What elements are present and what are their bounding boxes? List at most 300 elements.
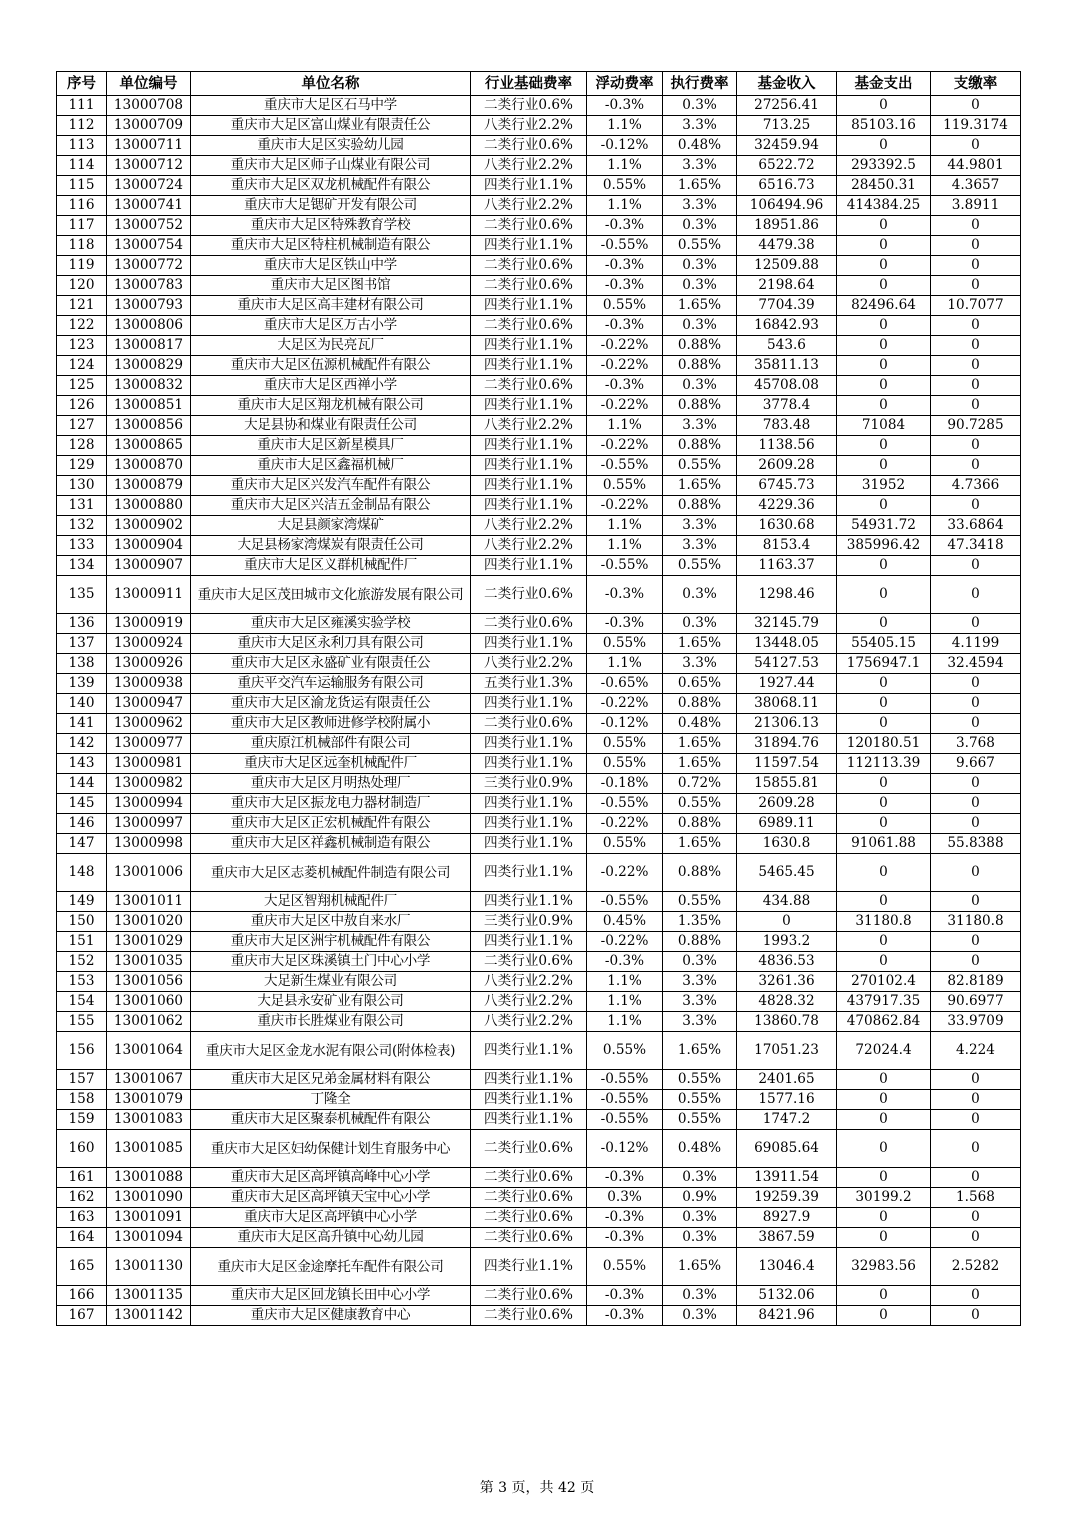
cell-base-rate: 八类行业2.2%	[471, 972, 587, 992]
cell-payout-ratio: 0	[931, 1090, 1021, 1110]
cell-payout-ratio: 4.224	[931, 1032, 1021, 1070]
cell-base-rate: 八类行业2.2%	[471, 654, 587, 674]
table-row	[57, 356, 1021, 376]
cell-index: 146	[57, 814, 107, 834]
cell-base-rate: 四类行业1.1%	[471, 456, 587, 476]
cell-exec-rate: 0.88%	[663, 396, 737, 416]
cell-fund-expense: 385996.42	[837, 536, 931, 556]
table-row	[57, 952, 1021, 972]
cell-fund-income: 2401.65	[737, 1070, 837, 1090]
cell-fund-income: 45708.08	[737, 376, 837, 396]
cell-exec-rate: 3.3%	[663, 992, 737, 1012]
cell-payout-ratio: 31180.8	[931, 912, 1021, 932]
cell-exec-rate: 0.3%	[663, 1306, 737, 1326]
cell-index: 115	[57, 176, 107, 196]
table-row	[57, 376, 1021, 396]
cell-exec-rate: 1.65%	[663, 634, 737, 654]
cell-float-rate: -0.55%	[587, 892, 663, 912]
cell-float-rate: 0.3%	[587, 1188, 663, 1208]
cell-float-rate: -0.55%	[587, 794, 663, 814]
cell-fund-expense: 112113.39	[837, 754, 931, 774]
cell-base-rate: 二类行业0.6%	[471, 1286, 587, 1306]
cell-unit-code: 13000829	[107, 356, 191, 376]
cell-unit-name: 重庆市大足区西禅小学	[191, 376, 471, 396]
cell-base-rate: 二类行业0.6%	[471, 1228, 587, 1248]
table-row	[57, 1208, 1021, 1228]
table-row	[57, 654, 1021, 674]
cell-fund-income: 13860.78	[737, 1012, 837, 1032]
cell-fund-expense: 470862.84	[837, 1012, 931, 1032]
table-row	[57, 256, 1021, 276]
cell-fund-expense: 120180.51	[837, 734, 931, 754]
cell-index: 116	[57, 196, 107, 216]
cell-index: 166	[57, 1286, 107, 1306]
cell-index: 167	[57, 1306, 107, 1326]
cell-unit-name: 重庆市大足区翔龙机械有限公司	[191, 396, 471, 416]
cell-unit-name: 重庆市大足区石马中学	[191, 96, 471, 116]
table-row	[57, 536, 1021, 556]
cell-fund-income: 434.88	[737, 892, 837, 912]
cell-exec-rate: 0.88%	[663, 336, 737, 356]
cell-base-rate: 二类行业0.6%	[471, 376, 587, 396]
cell-unit-code: 13000902	[107, 516, 191, 536]
cell-index: 120	[57, 276, 107, 296]
cell-fund-expense: 0	[837, 892, 931, 912]
cell-unit-name: 重庆市大足区妇幼保健计划生育服务中心	[191, 1130, 471, 1168]
cell-fund-expense: 71084	[837, 416, 931, 436]
cell-float-rate: -0.3%	[587, 376, 663, 396]
cell-exec-rate: 0.3%	[663, 952, 737, 972]
cell-index: 143	[57, 754, 107, 774]
cell-fund-expense: 0	[837, 794, 931, 814]
cell-fund-income: 13911.54	[737, 1168, 837, 1188]
cell-base-rate: 四类行业1.1%	[471, 892, 587, 912]
cell-fund-income: 543.6	[737, 336, 837, 356]
cell-index: 149	[57, 892, 107, 912]
cell-fund-income: 38068.11	[737, 694, 837, 714]
cell-float-rate: 1.1%	[587, 116, 663, 136]
cell-unit-name: 重庆市大足区富山煤业有限责任公	[191, 116, 471, 136]
cell-unit-code: 13000741	[107, 196, 191, 216]
cell-unit-name: 重庆市大足区远奎机械配件厂	[191, 754, 471, 774]
cell-base-rate: 四类行业1.1%	[471, 396, 587, 416]
header-unit-code: 单位编号	[107, 72, 191, 96]
cell-unit-code: 13000793	[107, 296, 191, 316]
cell-unit-name: 重庆市大足区金龙水泥有限公司(附体检表)	[191, 1032, 471, 1070]
cell-float-rate: 0.55%	[587, 834, 663, 854]
cell-unit-code: 13000994	[107, 794, 191, 814]
cell-unit-name: 重庆市大足区新星模具厂	[191, 436, 471, 456]
cell-unit-name: 重庆市大足区铁山中学	[191, 256, 471, 276]
cell-fund-expense: 91061.88	[837, 834, 931, 854]
cell-float-rate: 1.1%	[587, 992, 663, 1012]
cell-exec-rate: 0.3%	[663, 1286, 737, 1306]
cell-fund-income: 6522.72	[737, 156, 837, 176]
cell-base-rate: 四类行业1.1%	[471, 436, 587, 456]
cell-fund-expense: 0	[837, 1306, 931, 1326]
cell-float-rate: -0.22%	[587, 356, 663, 376]
cell-unit-code: 13001091	[107, 1208, 191, 1228]
cell-base-rate: 二类行业0.6%	[471, 216, 587, 236]
header-exec-rate: 执行费率	[663, 72, 737, 96]
cell-fund-expense: 0	[837, 336, 931, 356]
cell-payout-ratio: 32.4594	[931, 654, 1021, 674]
cell-exec-rate: 0.88%	[663, 694, 737, 714]
cell-unit-code: 13000817	[107, 336, 191, 356]
cell-unit-code: 13001062	[107, 1012, 191, 1032]
cell-unit-code: 13000709	[107, 116, 191, 136]
cell-fund-income: 5465.45	[737, 854, 837, 892]
cell-payout-ratio: 33.9709	[931, 1012, 1021, 1032]
cell-base-rate: 二类行业0.6%	[471, 256, 587, 276]
cell-fund-income: 5132.06	[737, 1286, 837, 1306]
cell-base-rate: 八类行业2.2%	[471, 1012, 587, 1032]
cell-fund-income: 1630.68	[737, 516, 837, 536]
table-row	[57, 834, 1021, 854]
cell-index: 164	[57, 1228, 107, 1248]
cell-float-rate: -0.22%	[587, 496, 663, 516]
cell-base-rate: 二类行业0.6%	[471, 136, 587, 156]
cell-unit-name: 重庆市大足区永利刀具有限公司	[191, 634, 471, 654]
cell-payout-ratio: 90.7285	[931, 416, 1021, 436]
cell-unit-code: 13001088	[107, 1168, 191, 1188]
cell-unit-code: 13001011	[107, 892, 191, 912]
table-row	[57, 576, 1021, 614]
cell-exec-rate: 0.55%	[663, 794, 737, 814]
cell-base-rate: 二类行业0.6%	[471, 1130, 587, 1168]
cell-index: 153	[57, 972, 107, 992]
cell-payout-ratio: 3.8911	[931, 196, 1021, 216]
cell-float-rate: -0.55%	[587, 236, 663, 256]
cell-base-rate: 八类行业2.2%	[471, 156, 587, 176]
cell-fund-expense: 31180.8	[837, 912, 931, 932]
cell-fund-income: 32459.94	[737, 136, 837, 156]
cell-fund-expense: 32983.56	[837, 1248, 931, 1286]
cell-base-rate: 二类行业0.6%	[471, 714, 587, 734]
cell-base-rate: 八类行业2.2%	[471, 536, 587, 556]
cell-fund-income: 7704.39	[737, 296, 837, 316]
cell-unit-code: 13001130	[107, 1248, 191, 1286]
cell-payout-ratio: 0	[931, 854, 1021, 892]
cell-fund-income: 1577.16	[737, 1090, 837, 1110]
cell-fund-income: 1747.2	[737, 1110, 837, 1130]
cell-float-rate: -0.55%	[587, 1090, 663, 1110]
cell-unit-code: 13000880	[107, 496, 191, 516]
cell-fund-expense: 437917.35	[837, 992, 931, 1012]
table-row	[57, 416, 1021, 436]
cell-unit-name: 重庆市大足区万古小学	[191, 316, 471, 336]
cell-unit-code: 13000865	[107, 436, 191, 456]
cell-fund-income: 3778.4	[737, 396, 837, 416]
cell-unit-code: 13000724	[107, 176, 191, 196]
cell-payout-ratio: 0	[931, 496, 1021, 516]
cell-fund-expense: 0	[837, 96, 931, 116]
cell-fund-expense: 293392.5	[837, 156, 931, 176]
cell-float-rate: -0.3%	[587, 216, 663, 236]
cell-float-rate: -0.22%	[587, 436, 663, 456]
cell-exec-rate: 0.55%	[663, 456, 737, 476]
cell-base-rate: 二类行业0.6%	[471, 316, 587, 336]
cell-base-rate: 二类行业0.6%	[471, 576, 587, 614]
cell-fund-income: 1993.2	[737, 932, 837, 952]
table-row	[57, 1110, 1021, 1130]
cell-payout-ratio: 2.5282	[931, 1248, 1021, 1286]
cell-base-rate: 三类行业0.9%	[471, 774, 587, 794]
cell-fund-expense: 0	[837, 556, 931, 576]
cell-index: 165	[57, 1248, 107, 1286]
cell-unit-code: 13000926	[107, 654, 191, 674]
cell-base-rate: 四类行业1.1%	[471, 336, 587, 356]
cell-float-rate: -0.3%	[587, 1286, 663, 1306]
cell-unit-name: 重庆市大足区金途摩托车配件有限公司	[191, 1248, 471, 1286]
cell-fund-expense: 0	[837, 1110, 931, 1130]
cell-index: 144	[57, 774, 107, 794]
cell-base-rate: 四类行业1.1%	[471, 356, 587, 376]
cell-unit-code: 13000911	[107, 576, 191, 614]
table-row	[57, 336, 1021, 356]
cell-fund-income: 19259.39	[737, 1188, 837, 1208]
cell-index: 122	[57, 316, 107, 336]
table-row	[57, 496, 1021, 516]
cell-float-rate: -0.55%	[587, 556, 663, 576]
cell-payout-ratio: 0	[931, 1208, 1021, 1228]
header-index: 序号	[57, 72, 107, 96]
cell-fund-expense: 0	[837, 614, 931, 634]
cell-float-rate: -0.12%	[587, 136, 663, 156]
table-row	[57, 516, 1021, 536]
cell-base-rate: 四类行业1.1%	[471, 694, 587, 714]
cell-unit-code: 13000783	[107, 276, 191, 296]
cell-fund-expense: 0	[837, 456, 931, 476]
table-row	[57, 1228, 1021, 1248]
fund-table-sheet	[56, 71, 1020, 1326]
cell-fund-income: 35811.13	[737, 356, 837, 376]
cell-unit-name: 大足县协和煤业有限责任公司	[191, 416, 471, 436]
cell-unit-name: 丁隆全	[191, 1090, 471, 1110]
cell-float-rate: -0.55%	[587, 456, 663, 476]
cell-base-rate: 八类行业2.2%	[471, 992, 587, 1012]
cell-base-rate: 四类行业1.1%	[471, 834, 587, 854]
cell-index: 132	[57, 516, 107, 536]
cell-fund-expense: 0	[837, 496, 931, 516]
cell-unit-code: 13001090	[107, 1188, 191, 1208]
cell-exec-rate: 0.3%	[663, 256, 737, 276]
cell-base-rate: 五类行业1.3%	[471, 674, 587, 694]
cell-fund-income: 1927.44	[737, 674, 837, 694]
cell-unit-name: 重庆市大足区特殊教育学校	[191, 216, 471, 236]
fund-table	[56, 71, 1021, 1326]
cell-unit-code: 13000982	[107, 774, 191, 794]
cell-base-rate: 八类行业2.2%	[471, 116, 587, 136]
cell-float-rate: 1.1%	[587, 156, 663, 176]
cell-payout-ratio: 0	[931, 774, 1021, 794]
cell-index: 134	[57, 556, 107, 576]
cell-base-rate: 三类行业0.9%	[471, 912, 587, 932]
cell-base-rate: 四类行业1.1%	[471, 236, 587, 256]
cell-float-rate: -0.3%	[587, 1306, 663, 1326]
table-row	[57, 1090, 1021, 1110]
cell-fund-expense: 0	[837, 376, 931, 396]
cell-unit-name: 重庆市大足区志菱机械配件制造有限公司	[191, 854, 471, 892]
cell-unit-name: 大足区智翔机械配件厂	[191, 892, 471, 912]
cell-fund-income: 3261.36	[737, 972, 837, 992]
cell-fund-expense: 28450.31	[837, 176, 931, 196]
cell-exec-rate: 0.9%	[663, 1188, 737, 1208]
cell-payout-ratio: 0	[931, 316, 1021, 336]
cell-payout-ratio: 44.9801	[931, 156, 1021, 176]
cell-fund-income: 18951.86	[737, 216, 837, 236]
cell-exec-rate: 3.3%	[663, 654, 737, 674]
cell-payout-ratio: 0	[931, 674, 1021, 694]
cell-base-rate: 四类行业1.1%	[471, 932, 587, 952]
cell-fund-expense: 0	[837, 774, 931, 794]
cell-payout-ratio: 0	[931, 356, 1021, 376]
cell-exec-rate: 0.3%	[663, 1168, 737, 1188]
cell-base-rate: 二类行业0.6%	[471, 952, 587, 972]
cell-unit-name: 重庆市大足区祥鑫机械制造有限公	[191, 834, 471, 854]
cell-unit-name: 重庆市大足区振龙电力器材制造厂	[191, 794, 471, 814]
cell-fund-income: 13448.05	[737, 634, 837, 654]
cell-base-rate: 四类行业1.1%	[471, 296, 587, 316]
cell-index: 159	[57, 1110, 107, 1130]
cell-index: 135	[57, 576, 107, 614]
table-row	[57, 316, 1021, 336]
cell-exec-rate: 0.65%	[663, 674, 737, 694]
cell-fund-income: 106494.96	[737, 196, 837, 216]
cell-unit-code: 13000938	[107, 674, 191, 694]
cell-payout-ratio: 0	[931, 556, 1021, 576]
cell-float-rate: 1.1%	[587, 196, 663, 216]
cell-exec-rate: 0.88%	[663, 932, 737, 952]
cell-base-rate: 四类行业1.1%	[471, 1070, 587, 1090]
cell-fund-income: 12509.88	[737, 256, 837, 276]
cell-exec-rate: 0.3%	[663, 96, 737, 116]
cell-float-rate: -0.22%	[587, 694, 663, 714]
cell-fund-income: 713.25	[737, 116, 837, 136]
cell-exec-rate: 1.65%	[663, 1032, 737, 1070]
cell-base-rate: 二类行业0.6%	[471, 1168, 587, 1188]
cell-unit-name: 大足新生煤业有限公司	[191, 972, 471, 992]
cell-unit-name: 重庆市大足区永盛矿业有限责任公	[191, 654, 471, 674]
cell-unit-name: 重庆市大足区中敖自来水厂	[191, 912, 471, 932]
cell-float-rate: 0.55%	[587, 1248, 663, 1286]
cell-unit-name: 重庆市大足区教师进修学校附属小	[191, 714, 471, 734]
cell-fund-income: 2609.28	[737, 456, 837, 476]
cell-fund-income: 1630.8	[737, 834, 837, 854]
cell-float-rate: -0.3%	[587, 96, 663, 116]
cell-payout-ratio: 0	[931, 336, 1021, 356]
cell-index: 163	[57, 1208, 107, 1228]
table-row	[57, 1188, 1021, 1208]
cell-fund-expense: 0	[837, 576, 931, 614]
cell-payout-ratio: 0	[931, 892, 1021, 912]
cell-fund-income: 16842.93	[737, 316, 837, 336]
cell-exec-rate: 0.55%	[663, 1110, 737, 1130]
cell-unit-name: 重庆市大足区聚泰机械配件有限公	[191, 1110, 471, 1130]
cell-fund-income: 0	[737, 912, 837, 932]
cell-index: 157	[57, 1070, 107, 1090]
cell-index: 145	[57, 794, 107, 814]
cell-unit-code: 13000997	[107, 814, 191, 834]
cell-float-rate: 1.1%	[587, 654, 663, 674]
cell-fund-income: 27256.41	[737, 96, 837, 116]
cell-unit-code: 13001020	[107, 912, 191, 932]
table-row	[57, 1070, 1021, 1090]
cell-fund-income: 783.48	[737, 416, 837, 436]
cell-float-rate: -0.22%	[587, 814, 663, 834]
cell-unit-name: 重庆市大足区图书馆	[191, 276, 471, 296]
cell-unit-name: 大足县颜家湾煤矿	[191, 516, 471, 536]
header-payout-ratio: 支缴率	[931, 72, 1021, 96]
cell-fund-expense: 31952	[837, 476, 931, 496]
cell-base-rate: 二类行业0.6%	[471, 1306, 587, 1326]
cell-unit-name: 重庆市大足区义群机械配件厂	[191, 556, 471, 576]
cell-payout-ratio: 1.568	[931, 1188, 1021, 1208]
cell-payout-ratio: 0	[931, 794, 1021, 814]
cell-payout-ratio: 0	[931, 1306, 1021, 1326]
cell-payout-ratio: 33.6864	[931, 516, 1021, 536]
table-row	[57, 296, 1021, 316]
cell-fund-expense: 0	[837, 216, 931, 236]
cell-exec-rate: 1.65%	[663, 834, 737, 854]
cell-payout-ratio: 47.3418	[931, 536, 1021, 556]
cell-unit-name: 大足县永安矿业有限公司	[191, 992, 471, 1012]
cell-index: 138	[57, 654, 107, 674]
cell-float-rate: 0.55%	[587, 476, 663, 496]
cell-payout-ratio: 0	[931, 236, 1021, 256]
cell-index: 136	[57, 614, 107, 634]
cell-unit-code: 13000752	[107, 216, 191, 236]
table-row	[57, 774, 1021, 794]
cell-fund-income: 8927.9	[737, 1208, 837, 1228]
cell-unit-name: 大足县杨家湾煤炭有限责任公司	[191, 536, 471, 556]
table-row	[57, 436, 1021, 456]
cell-float-rate: -0.12%	[587, 1130, 663, 1168]
cell-unit-name: 重庆市大足区月明热处理厂	[191, 774, 471, 794]
cell-unit-code: 13001142	[107, 1306, 191, 1326]
cell-float-rate: 1.1%	[587, 516, 663, 536]
cell-unit-code: 13000907	[107, 556, 191, 576]
cell-index: 156	[57, 1032, 107, 1070]
cell-exec-rate: 0.3%	[663, 316, 737, 336]
cell-payout-ratio: 0	[931, 1130, 1021, 1168]
cell-base-rate: 八类行业2.2%	[471, 416, 587, 436]
cell-index: 117	[57, 216, 107, 236]
cell-payout-ratio: 4.7366	[931, 476, 1021, 496]
table-row	[57, 236, 1021, 256]
cell-payout-ratio: 0	[931, 1228, 1021, 1248]
cell-fund-income: 4229.36	[737, 496, 837, 516]
cell-payout-ratio: 10.7077	[931, 296, 1021, 316]
cell-index: 112	[57, 116, 107, 136]
cell-exec-rate: 1.65%	[663, 754, 737, 774]
cell-fund-expense: 0	[837, 1070, 931, 1090]
cell-exec-rate: 0.72%	[663, 774, 737, 794]
cell-fund-expense: 0	[837, 854, 931, 892]
cell-index: 150	[57, 912, 107, 932]
cell-payout-ratio: 9.667	[931, 754, 1021, 774]
cell-payout-ratio: 0	[931, 932, 1021, 952]
cell-float-rate: 0.55%	[587, 734, 663, 754]
cell-float-rate: 0.45%	[587, 912, 663, 932]
cell-unit-name: 重庆市大足锶矿开发有限公司	[191, 196, 471, 216]
cell-float-rate: 0.55%	[587, 1032, 663, 1070]
cell-base-rate: 八类行业2.2%	[471, 196, 587, 216]
cell-exec-rate: 0.48%	[663, 714, 737, 734]
cell-unit-code: 13001067	[107, 1070, 191, 1090]
cell-base-rate: 四类行业1.1%	[471, 734, 587, 754]
cell-index: 147	[57, 834, 107, 854]
